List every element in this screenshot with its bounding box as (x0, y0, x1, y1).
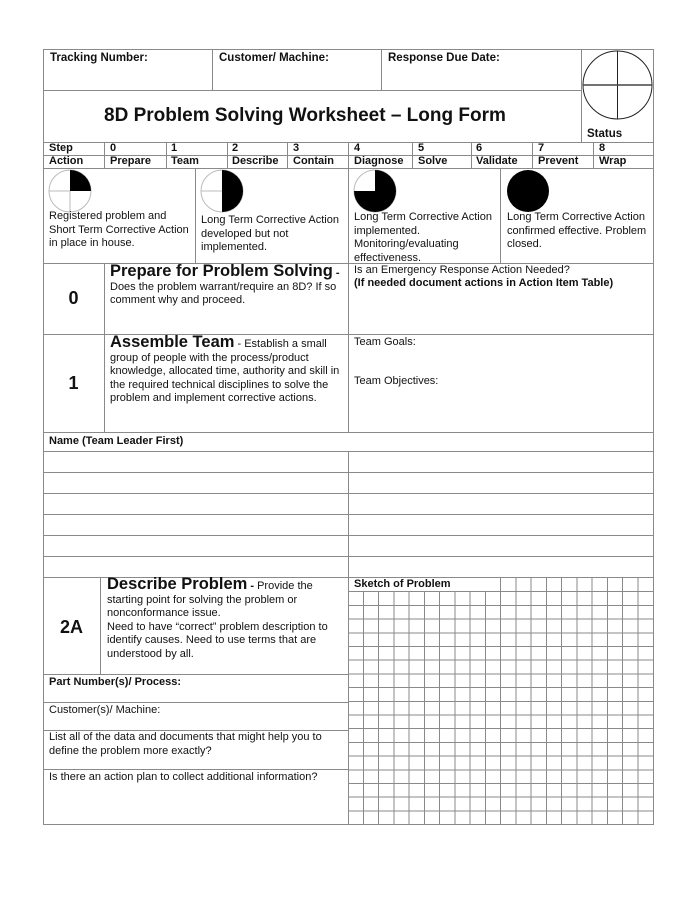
step-action-contain: Contain (293, 155, 334, 167)
section-team-description (110, 333, 345, 406)
team-name-field[interactable] (349, 557, 653, 577)
customers-label: Customer(s)/ Machine: (49, 704, 161, 716)
divider (500, 168, 501, 263)
divider (166, 142, 167, 168)
status-legend-text: Registered problem and Short Term Corrective Action in place in house. (49, 210, 189, 249)
team-goals-field[interactable] (349, 350, 653, 372)
team-name-field[interactable] (44, 515, 348, 535)
step-action-validate: Validate (476, 155, 518, 167)
three-quarter-filled-circle-icon (353, 169, 397, 213)
team-name-field[interactable] (349, 515, 653, 535)
action-plan-label: Is there an action plan to collect additional information? (49, 771, 318, 783)
team-name-field[interactable] (44, 494, 348, 514)
divider (43, 769, 348, 770)
emergency-response-question: Is an Emergency Response Action Needed? (354, 264, 570, 276)
divider (227, 142, 228, 168)
divider (412, 142, 413, 168)
status-legend-text: Long Term Corrective Action developed but not implemented. (201, 214, 339, 253)
step-number-3: 3 (293, 142, 300, 154)
section-number-1: 1 (68, 373, 79, 393)
step-action-describe: Describe (232, 155, 279, 167)
divider (195, 168, 196, 263)
step-action-solve: Solve (418, 155, 448, 167)
section-describe-text-2: Need to have “correct” problem description to identify causes. Need to use terms that are understood by all. (107, 620, 328, 660)
step-number-8: 8 (599, 142, 606, 154)
step-number-7: 7 (538, 142, 545, 154)
section-describe-description (107, 575, 345, 662)
divider (104, 142, 105, 168)
customer-machine-label: Customer/ Machine: (219, 52, 329, 64)
divider (348, 168, 349, 263)
divider (43, 90, 581, 91)
divider (532, 142, 533, 168)
team-name-field[interactable] (44, 473, 348, 493)
page-title: 8D Problem Solving Worksheet – Long Form (104, 105, 506, 126)
step-number-4: 4 (354, 142, 361, 154)
data-documents-label: List all of the data and documents that might help you to define the problem more exactly? (49, 731, 322, 757)
dash: - (332, 267, 340, 279)
section-heading-team: Assemble Team (110, 333, 235, 351)
status-legend-text: Long Term Corrective Action implemented. Monitoring/evaluating effectiveness. (354, 211, 492, 264)
team-name-field[interactable] (349, 494, 653, 514)
step-number-0: 0 (110, 142, 117, 154)
section-team-text: Establish a small group of people with the process/product knowledge, allocated time, authority and skill in the required technical disciplines to solve the problem and implement corrective actions. (110, 338, 340, 405)
sketch-of-problem-label: Sketch of Problem (354, 578, 451, 590)
team-objectives-field[interactable] (349, 389, 653, 431)
section-prepare-text: Does the problem warrant/require an 8D? If so comment why and proceed. (110, 280, 337, 307)
step-action-prepare: Prepare (110, 155, 151, 167)
step-number-6: 6 (476, 142, 483, 154)
divider (100, 577, 101, 674)
status-legend-text: Long Term Corrective Action confirmed effective. Problem closed. (507, 211, 647, 250)
section-number-0: 0 (68, 288, 79, 308)
divider (287, 142, 288, 168)
divider (348, 142, 349, 168)
divider (593, 142, 594, 168)
dash: - (234, 338, 245, 350)
team-name-field[interactable] (349, 452, 653, 472)
status-label: Status (587, 128, 623, 140)
team-goals-label: Team Goals: (354, 336, 416, 348)
step-number-1: 1 (171, 142, 178, 154)
customer-machine-field[interactable] (213, 66, 380, 89)
part-numbers-label: Part Number(s)/ Process: (49, 676, 182, 688)
team-name-field[interactable] (44, 452, 348, 472)
full-filled-circle-icon (506, 169, 550, 213)
response-due-date-field[interactable] (382, 66, 580, 89)
divider (104, 263, 105, 432)
tracking-number-label: Tracking Number: (50, 52, 148, 64)
quarter-filled-circle-icon (48, 169, 92, 213)
section-heading-prepare: Prepare for Problem Solving (110, 262, 333, 280)
step-action-team: Team (171, 155, 199, 167)
step-action-wrap: Wrap (599, 155, 627, 167)
emergency-response-note: (If needed document actions in Action Item Table) (354, 277, 614, 289)
half-filled-circle-icon (200, 169, 244, 213)
team-name-field[interactable] (349, 473, 653, 493)
step-number-2: 2 (232, 142, 239, 154)
step-action-diagnose: Diagnose (354, 155, 404, 167)
customers-field[interactable] (44, 718, 348, 730)
section-prepare-description (110, 262, 345, 308)
divider (43, 702, 348, 703)
sketch-grid[interactable] (348, 577, 654, 825)
section-heading-describe: Describe Problem (107, 575, 248, 593)
step-row-label: Step (49, 142, 73, 154)
step-action-prevent: Prevent (538, 155, 579, 167)
action-plan-field[interactable] (44, 786, 348, 824)
tracking-number-field[interactable] (44, 66, 211, 89)
team-name-field[interactable] (349, 536, 653, 556)
team-objectives-label: Team Objectives: (354, 375, 439, 387)
divider (471, 142, 472, 168)
status-quadrant-icon[interactable] (582, 49, 653, 124)
section-number-2a: 2A (59, 617, 83, 637)
section-describe-text-1: Provide the starting point for solving the problem or nonconformance issue. (107, 580, 313, 620)
team-name-field[interactable] (44, 536, 348, 556)
divider (43, 432, 654, 433)
team-names-header: Name (Team Leader First) (49, 435, 184, 447)
response-due-date-label: Response Due Date: (388, 52, 500, 64)
dash: - (247, 580, 258, 592)
part-numbers-field[interactable] (44, 690, 348, 702)
data-documents-field[interactable] (44, 758, 348, 769)
action-row-label: Action (49, 155, 84, 167)
divider (43, 674, 348, 675)
step-number-5: 5 (418, 142, 425, 154)
emergency-response-field[interactable] (349, 292, 653, 333)
team-name-field[interactable] (44, 557, 348, 577)
